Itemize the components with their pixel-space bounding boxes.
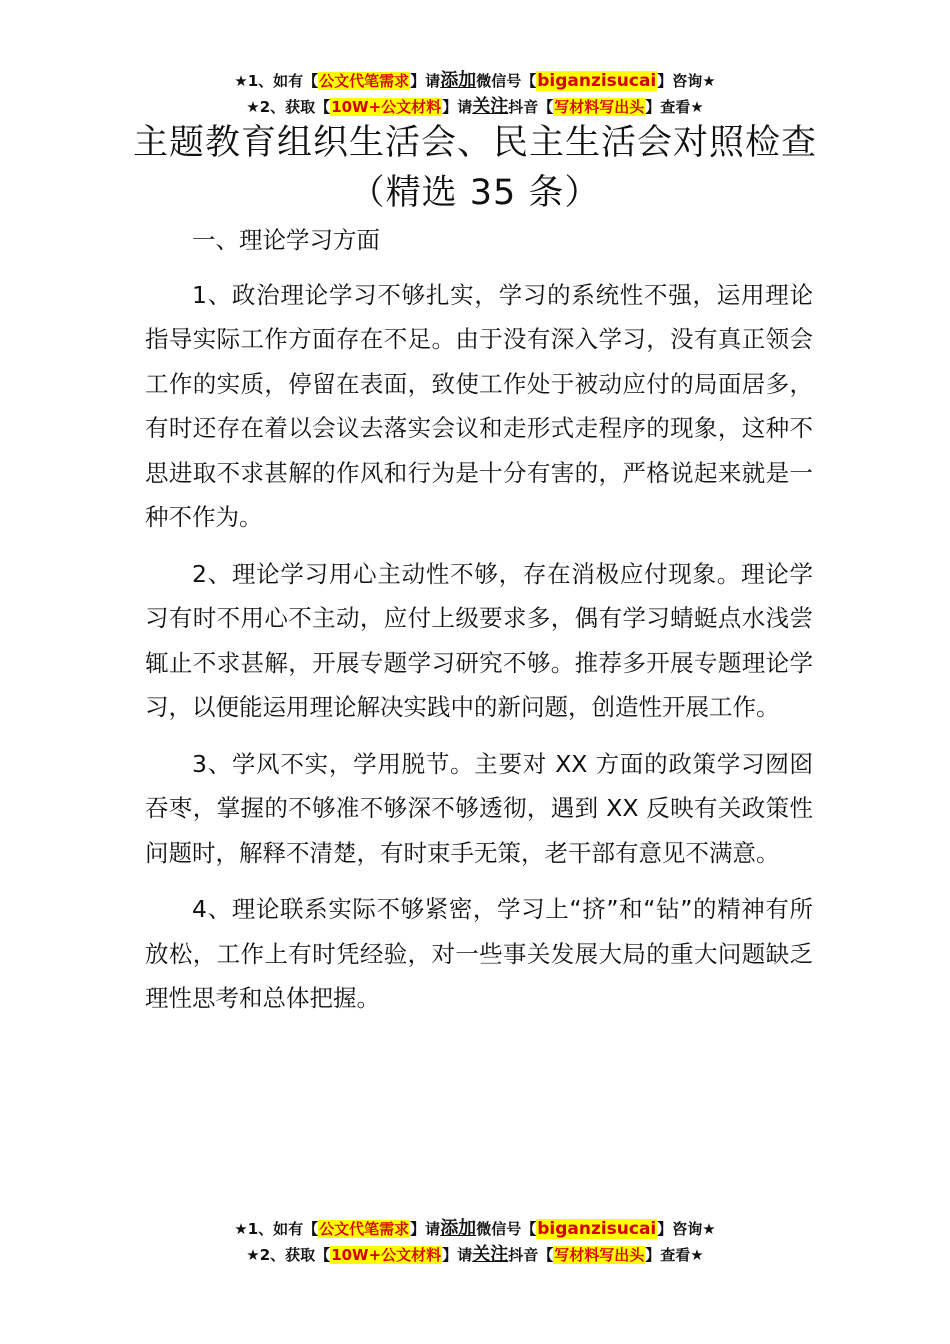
banner-highlight: 公文代笔需求 — [319, 72, 410, 90]
section-heading: 一、理论学习方面 — [192, 226, 380, 254]
banner-highlight: 写材料写出头 — [554, 1246, 645, 1264]
paragraph-3: 3、学风不实，学用脱节。主要对 XX 方面的政策学习囫囵吞枣，掌握的不够准不够深不够透彻，遇到 XX 反映有关政策性问题时，解释不清楚，有时束手无策，老干部有意见不满意。 — [145, 749, 813, 867]
paragraph-1: 1、政治理论学习不够扎实，学习的系统性不强，运用理论指导实际工作方面存在不足。由于没有深入学习，没有真正领会工作的实质，停留在表面，致使工作处于被动应付的局面居多，有时还存在着以会议去落实会议和走形式走程序的现象，这种不思进取不求甚解的作风和行为是十分有害的，严格说起来就是一种不作为。 — [145, 280, 813, 531]
banner-text: 微信号【 — [476, 1220, 537, 1238]
banner-highlight: 10W+公文材料 — [331, 1246, 442, 1264]
banner-text: 】咨询★ — [657, 1220, 716, 1238]
banner-underlined-text: 添加 — [440, 1218, 477, 1239]
title-line-2: （精选 35 条） — [349, 173, 601, 213]
banner-text: ★1、如有【 — [234, 72, 319, 90]
banner-text: 】请 — [410, 1220, 441, 1238]
banner-text: 抖音【 — [508, 98, 554, 116]
banner-text: 抖音【 — [508, 1246, 554, 1264]
bottom-banner — [0, 1216, 950, 1268]
banner-text: 】咨询★ — [657, 72, 716, 90]
banner-text: 】请 — [442, 1246, 473, 1264]
banner-underlined-text: 关注 — [472, 1244, 509, 1265]
banner-text: 】查看★ — [645, 1246, 704, 1264]
banner-text: 】查看★ — [645, 98, 704, 116]
banner-text: ★1、如有【 — [234, 1220, 319, 1238]
banner-highlight: 公文代笔需求 — [319, 1220, 410, 1238]
banner-line-1 — [0, 68, 950, 94]
banner-highlight: 写材料写出头 — [554, 98, 645, 116]
banner-text: 】请 — [410, 72, 441, 90]
document-body — [145, 218, 813, 1033]
banner-underlined-text: 添加 — [440, 70, 477, 91]
banner-wechat-id: biganzisucai — [537, 1219, 657, 1239]
banner-underlined-text: 关注 — [472, 96, 509, 117]
banner-wechat-id: biganzisucai — [537, 71, 657, 91]
banner-line-2 — [0, 94, 950, 120]
top-banner — [0, 68, 950, 120]
banner-highlight: 10W+公文材料 — [331, 98, 442, 116]
banner-text: ★2、获取【 — [246, 98, 331, 116]
paragraph-2: 2、理论学习用心主动性不够，存在消极应付现象。理论学习有时不用心不主动，应付上级要求多，偶有学习蜻蜓点水浅尝辄止不求甚解，开展专题学习研究不够。推荐多开展专题理论学习，以便能运用理论解决实践中的新问题，创造性开展工作。 — [145, 559, 813, 721]
banner-line-1 — [0, 1216, 950, 1242]
banner-text: 微信号【 — [476, 72, 537, 90]
document-title — [0, 118, 950, 218]
paragraph-4: 4、理论联系实际不够紧密，学习上“挤”和“钻”的精神有所放松，工作上有时凭经验，对一些事关发展大局的重大问题缺乏理性思考和总体把握。 — [145, 895, 813, 1012]
banner-line-2 — [0, 1242, 950, 1268]
title-line-1: 主题教育组织生活会、民主生活会对照检查 — [132, 123, 817, 163]
banner-text: 】请 — [442, 98, 473, 116]
banner-text: ★2、获取【 — [246, 1246, 331, 1264]
